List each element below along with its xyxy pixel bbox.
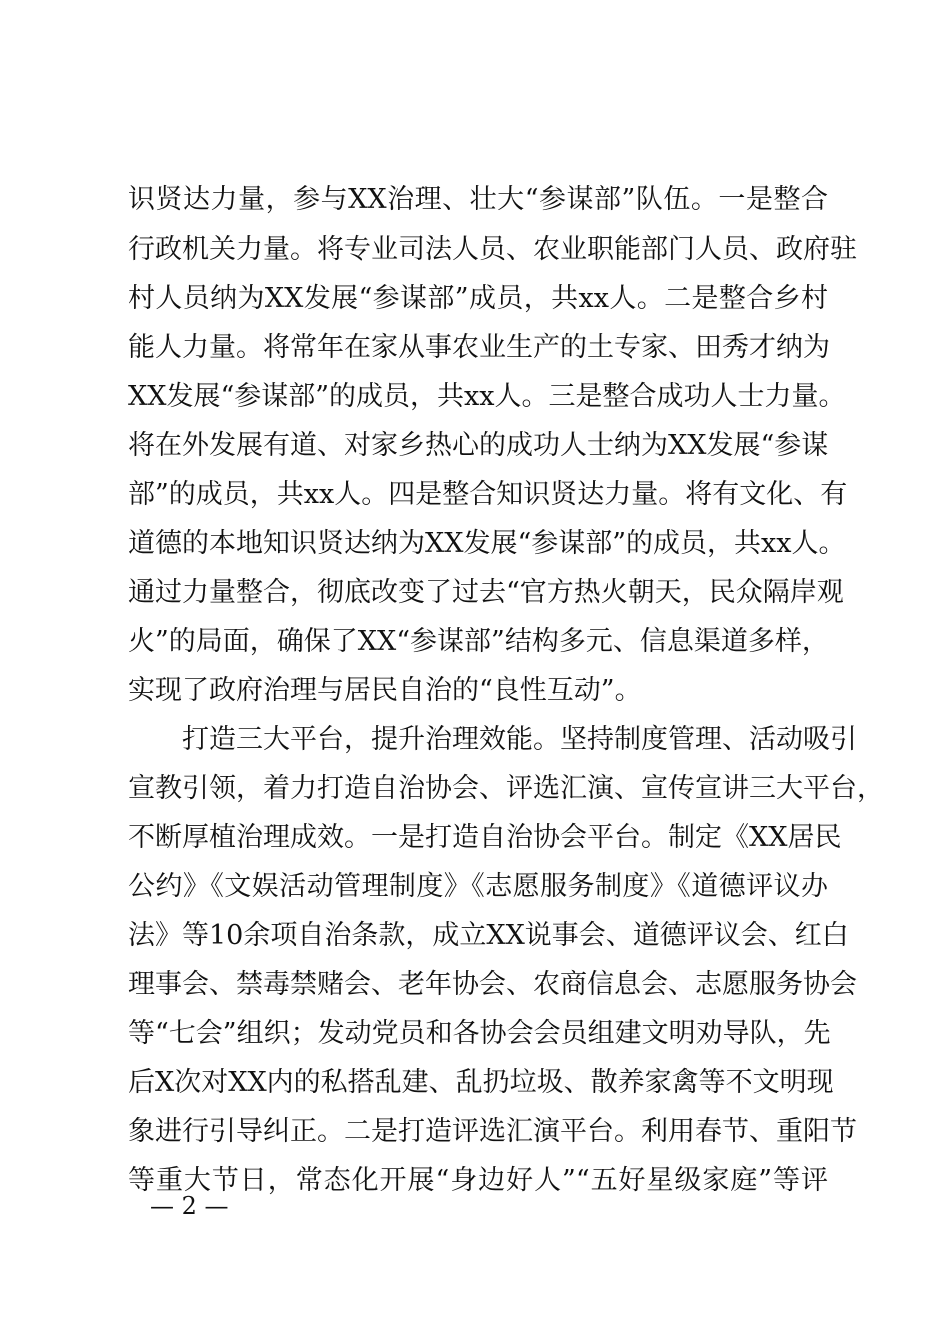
text-line: 火”的局面，确保了XX“参谋部”结构多元、信息渠道多样， <box>128 626 829 657</box>
text-line: 部”的成员，共xx人。四是整合知识贤达力量。将有文化、有 <box>128 479 848 510</box>
text-line: 实现了政府治理与居民自治的“良性互动”。 <box>128 675 642 706</box>
text-line: 将在外发展有道、对家乡热心的成功人士纳为XX发展“参谋 <box>128 430 829 461</box>
text-line: 等重大节日，常态化开展“身边好人”“五好星级家庭”等评 <box>128 1165 828 1196</box>
text-line: 行政机关力量。将专业司法人员、农业职能部门人员、政府驻 <box>128 234 857 265</box>
text-line: 等“七会”组织；发动党员和各协会会员组建文明劝导队，先 <box>128 1018 831 1049</box>
text-line: 象进行引导纠正。二是打造评选汇演平台。利用春节、重阳节 <box>128 1116 857 1147</box>
text-line: 能人力量。将常年在家从事农业生产的土专家、田秀才纳为 <box>128 332 830 363</box>
text-line: 通过力量整合，彻底改变了过去“官方热火朝天，民众隔岸观 <box>128 577 844 608</box>
text-line: XX发展“参谋部”的成员，共xx人。三是整合成功人士力量。 <box>128 381 846 412</box>
text-line: 公约》《文娱活动管理制度》《志愿服务制度》《道德评议办 <box>128 871 828 902</box>
text-line: 村人员纳为XX发展“参谋部”成员，共xx人。二是整合乡村 <box>128 283 828 314</box>
page-number: — 2 — <box>150 1192 229 1220</box>
text-line: 后X次对XX内的私搭乱建、乱扔垃圾、散养家禽等不文明现 <box>128 1067 834 1098</box>
text-line: 法》等10余项自治条款，成立XX说事会、道德评议会、红白 <box>128 920 849 951</box>
text-line: 不断厚植治理成效。一是打造自治协会平台。制定《XX居民 <box>128 822 842 853</box>
text-line: 打造三大平台，提升治理效能。坚持制度管理、活动吸引 <box>182 724 857 755</box>
text-line: 识贤达力量，参与XX治理、壮大“参谋部”队伍。一是整合 <box>128 184 828 215</box>
text-line: 宣教引领，着力打造自治协会、评选汇演、宣传宣讲三大平台， <box>128 773 884 804</box>
text-line: 理事会、禁毒禁赌会、老年协会、农商信息会、志愿服务协会 <box>128 969 857 1000</box>
text-line: 道德的本地知识贤达纳为XX发展“参谋部”的成员，共xx人。 <box>128 528 846 559</box>
